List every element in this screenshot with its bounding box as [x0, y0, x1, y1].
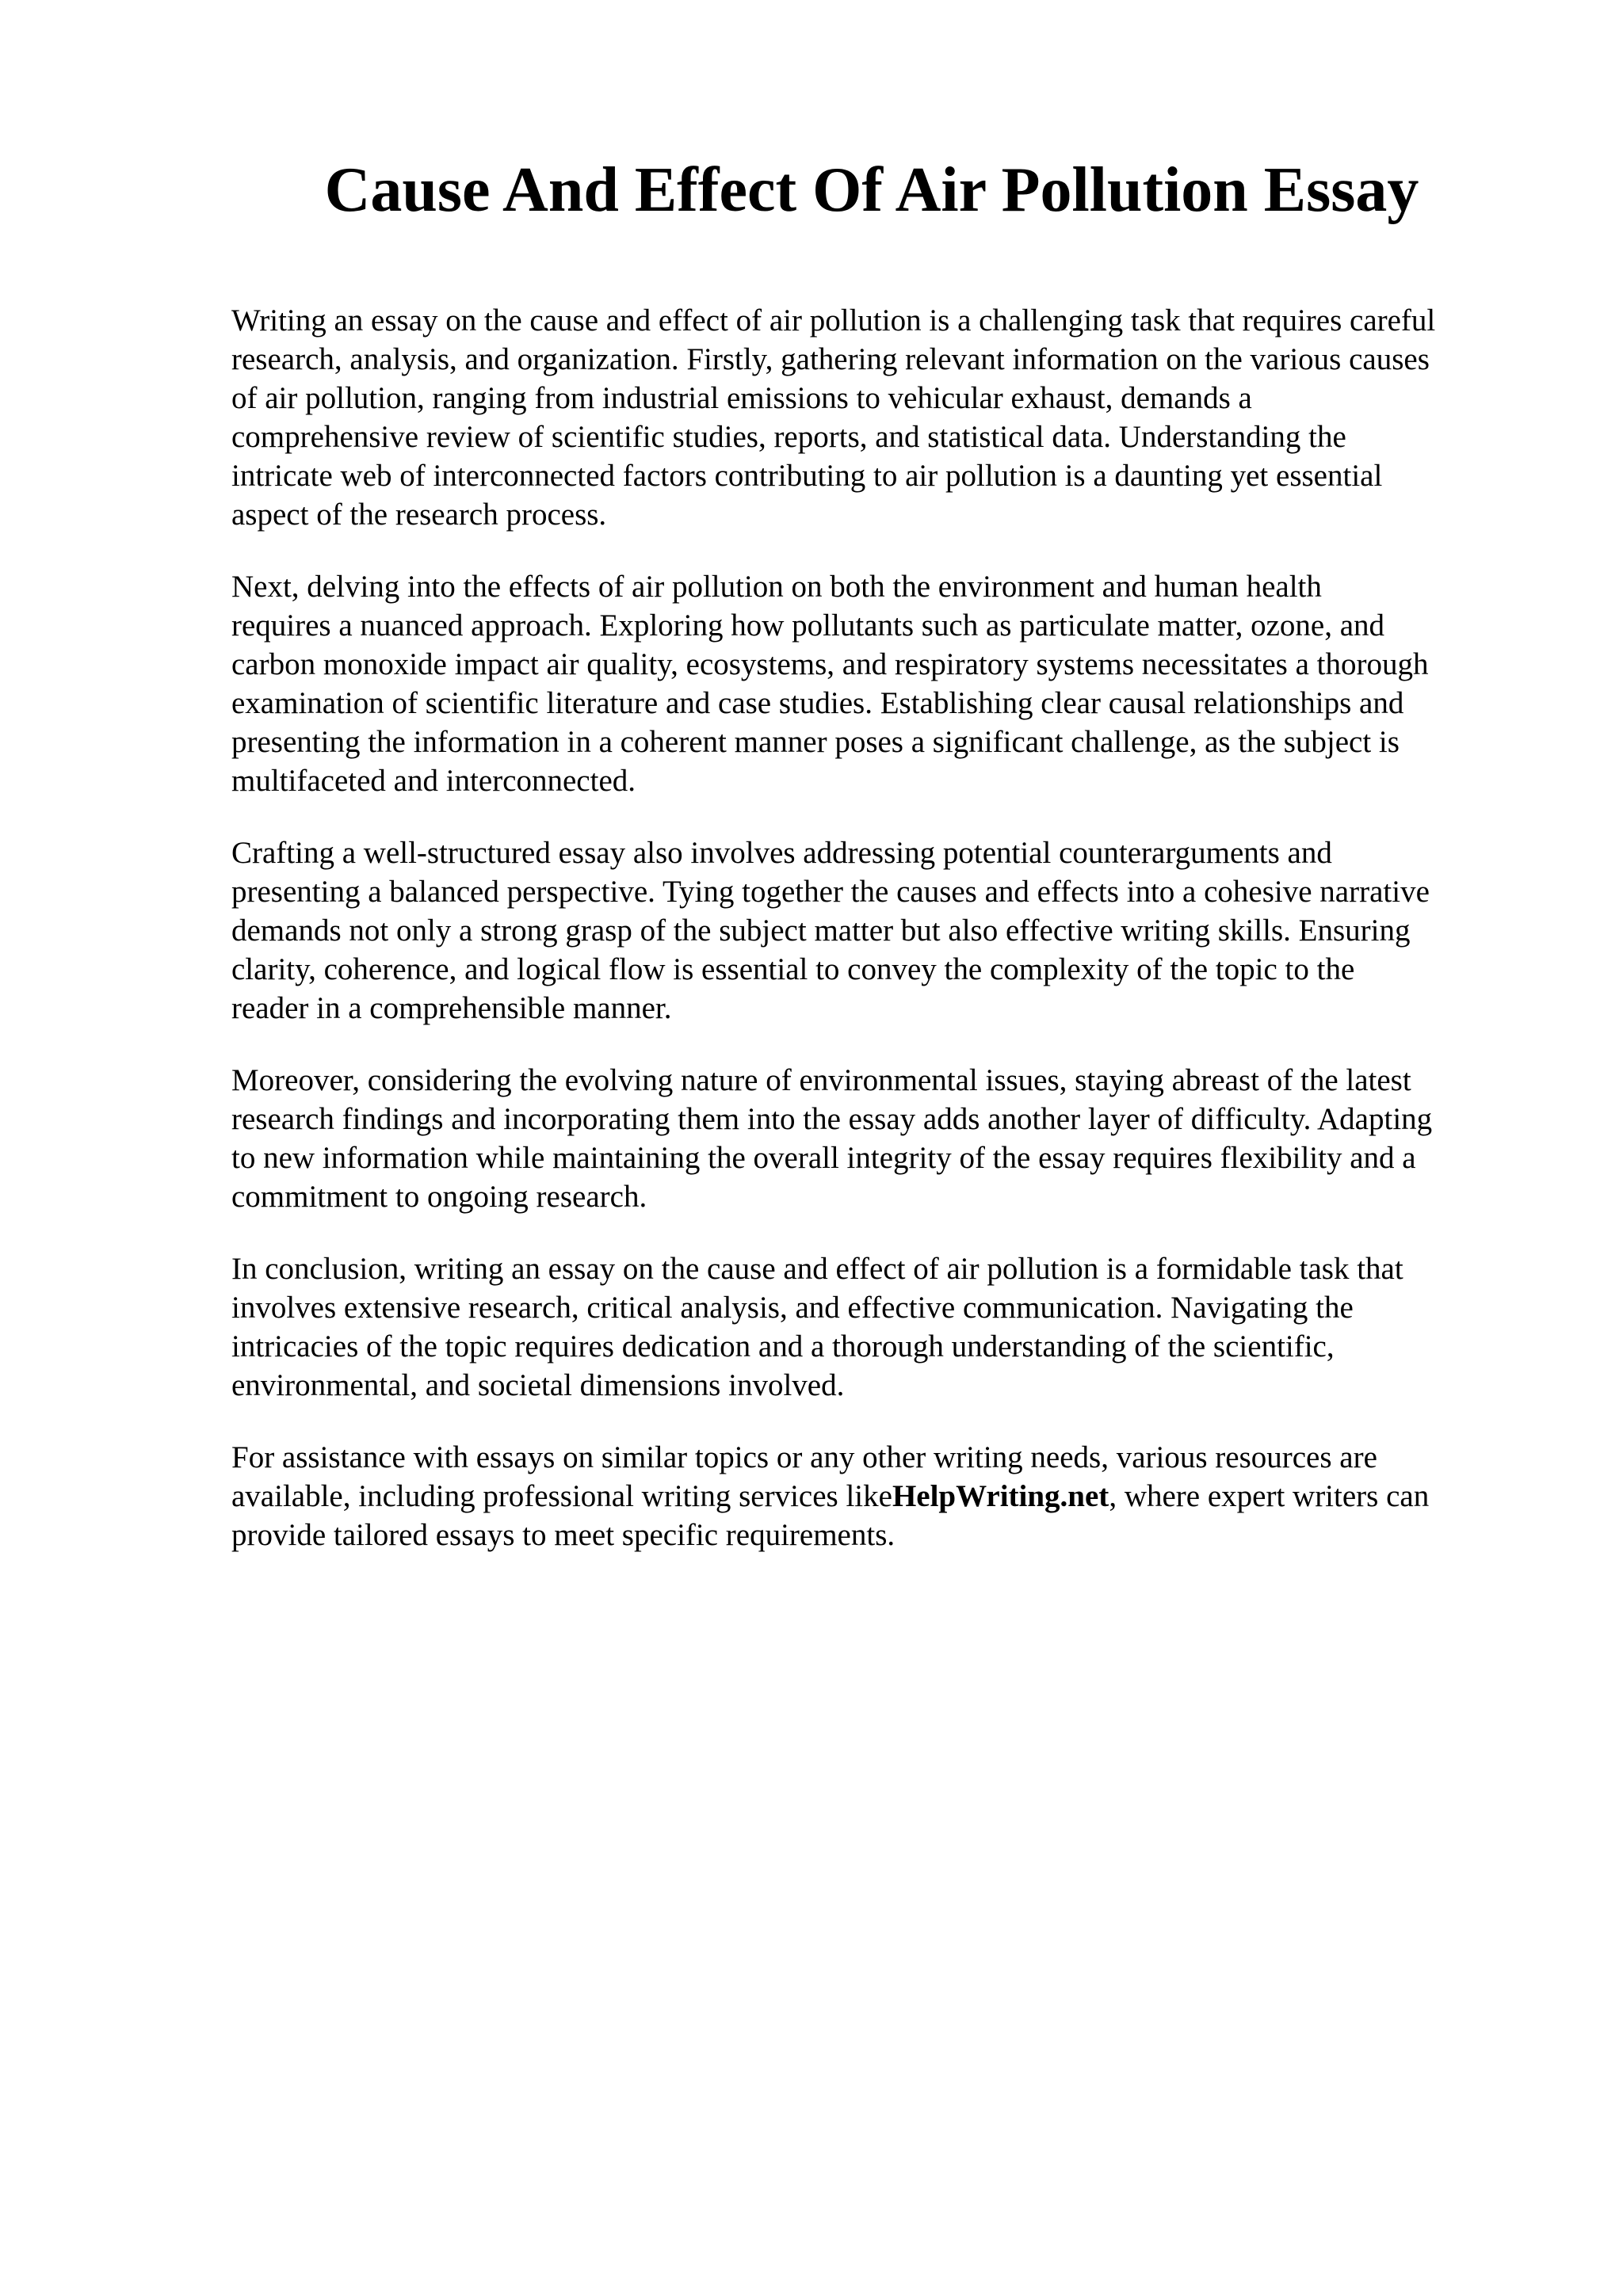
text-line: commitment to ongoing research. [231, 1180, 647, 1214]
text-line: clarity, coherence, and logical flow is essential to convey the complexity of the topic to the [231, 952, 1355, 986]
text-line: In conclusion, writing an essay on the cause and effect of air pollution is a formidable task that [231, 1252, 1403, 1286]
text-line-with-link [231, 1477, 1531, 1516]
text-line: presenting the information in a coherent manner poses a significant challenge, as the subject is [231, 725, 1400, 759]
helpwriting-link[interactable]: HelpWriting.net [892, 1479, 1109, 1513]
text-line: requires a nuanced approach. Exploring how pollutants such as particulate matter, ozone, and [231, 608, 1385, 643]
text-line: intricate web of interconnected factors contributing to air pollution is a daunting yet essential [231, 459, 1383, 493]
text-line: examination of scientific literature and case studies. Establishing clear causal relationships and [231, 686, 1404, 720]
paragraph-4 [231, 1061, 1531, 1216]
text-line: demands not only a strong grasp of the subject matter but also effective writing skills. Ensuring [231, 913, 1411, 948]
text-line: provide tailored essays to meet specific requirements. [231, 1518, 896, 1552]
text-line: to new information while maintaining the overall integrity of the essay requires flexibility and a [231, 1141, 1416, 1175]
paragraph-3 [231, 833, 1531, 1028]
text-line: involves extensive research, critical analysis, and effective communication. Navigating the [231, 1291, 1354, 1325]
text-line: research, analysis, and organization. Firstly, gathering relevant information on the various causes [231, 342, 1430, 376]
paragraph-1 [231, 301, 1531, 534]
text-line: of air pollution, ranging from industrial emissions to vehicular exhaust, demands a [231, 381, 1252, 415]
text-fragment: available, including professional writing services like [231, 1479, 892, 1513]
text-line: reader in a comprehensible manner. [231, 991, 672, 1025]
text-fragment: , where expert writers can [1109, 1479, 1430, 1513]
paragraph-2 [231, 567, 1531, 800]
page-title: Cause And Effect Of Air Pollution Essay [324, 155, 1419, 225]
text-line: presenting a balanced perspective. Tying together the causes and effects into a cohesive narrative [231, 875, 1430, 909]
text-line: Crafting a well-structured essay also involves addressing potential counterarguments and [231, 836, 1332, 870]
text-line: comprehensive review of scientific studies, reports, and statistical data. Understanding the [231, 420, 1346, 454]
essay-body [231, 301, 1531, 1588]
text-line: Moreover, considering the evolving nature of environmental issues, staying abreast of the latest [231, 1063, 1411, 1097]
text-line: research findings and incorporating them into the essay adds another layer of difficulty. Adapting [231, 1102, 1433, 1136]
text-line: carbon monoxide impact air quality, ecosystems, and respiratory systems necessitates a thorough [231, 647, 1429, 681]
text-line: For assistance with essays on similar topics or any other writing needs, various resources are [231, 1440, 1377, 1474]
text-line: intricacies of the topic requires dedication and a thorough understanding of the scientific, [231, 1329, 1335, 1363]
text-line: Writing an essay on the cause and effect of air pollution is a challenging task that requires careful [231, 303, 1436, 338]
paragraph-5 [231, 1249, 1531, 1405]
text-line: multifaceted and interconnected. [231, 764, 636, 798]
text-line: environmental, and societal dimensions involved. [231, 1368, 845, 1402]
text-line: aspect of the research process. [231, 498, 607, 532]
text-line: Next, delving into the effects of air pollution on both the environment and human health [231, 570, 1322, 604]
paragraph-closing [231, 1438, 1531, 1554]
